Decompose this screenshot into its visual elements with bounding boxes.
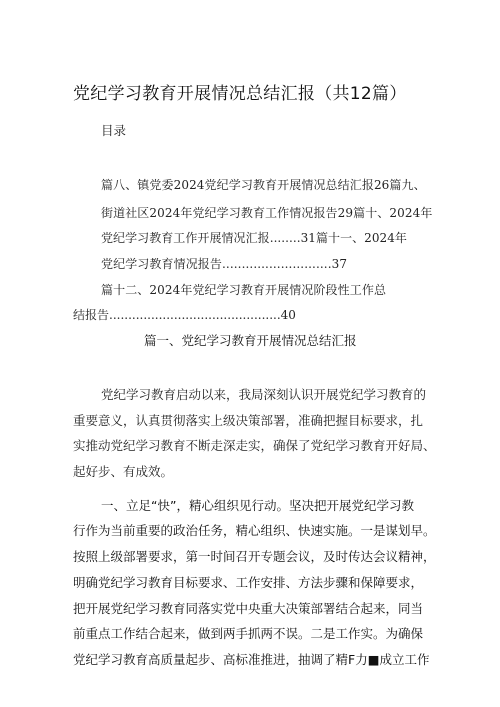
paragraph-line: 明确党纪学习教育目标要求、工作安排、方法步骤和保障要求， [73, 575, 424, 590]
toc-line: 篇十二、2024年党纪学习教育开展情况阶段性工作总 [101, 283, 387, 297]
toc-line: 结报告.............................................40 [73, 308, 296, 322]
toc-line: 党纪学习教育情况报告............................37 [101, 257, 348, 271]
document-title: 党纪学习教育开展情况总结汇报（共12篇） [73, 84, 407, 104]
paragraph-line: 按照上级部署要求，第一时间召开专题会议，及时传达会议精神， [73, 549, 436, 564]
toc-line: 街道社区2024年党纪学习教育工作情况报告29篇十、2024年 [101, 206, 433, 220]
paragraph-line: 党纪学习教育高质量起步、高标准推进，抽调了精F力■成立工作 [73, 652, 430, 667]
paragraph-line: 重要意义，认真贯彻落实上级决策部署，准确把握目标要求，扎 [73, 413, 424, 428]
paragraph-line: 前重点工作结合起来，做到两手抓两不误。二是工作实。为确保 [73, 626, 424, 641]
paragraph-line: 实推动党纪学习教育不断走深走实，确保了党纪学习教育开好局、 [73, 438, 436, 453]
paragraph-line: 党纪学习教育启动以来，我局深刻认识开展党纪学习教育的 [101, 387, 427, 402]
toc-label: 目录 [101, 123, 127, 138]
paragraph-line: 把开展党纪学习教育同落实党中央重大决策部署结合起来，同当 [73, 601, 424, 616]
paragraph-line: 一、立足“快”，精心组织见行动。坚决把开展党纪学习教 [101, 498, 414, 513]
toc-line: 党纪学习教育工作开展情况汇报........31篇十一、2024年 [101, 231, 407, 245]
paragraph-line: 行作为当前重要的政治任务，精心组织、快速实施。一是谋划早。 [73, 523, 436, 538]
section-heading: 篇一、党纪学习教育开展情况总结汇报 [144, 333, 357, 348]
toc-line: 篇八、镇党委2024党纪学习教育开展情况总结汇报26篇九、 [101, 178, 426, 192]
paragraph-line: 起好步、有成效。 [73, 464, 174, 479]
